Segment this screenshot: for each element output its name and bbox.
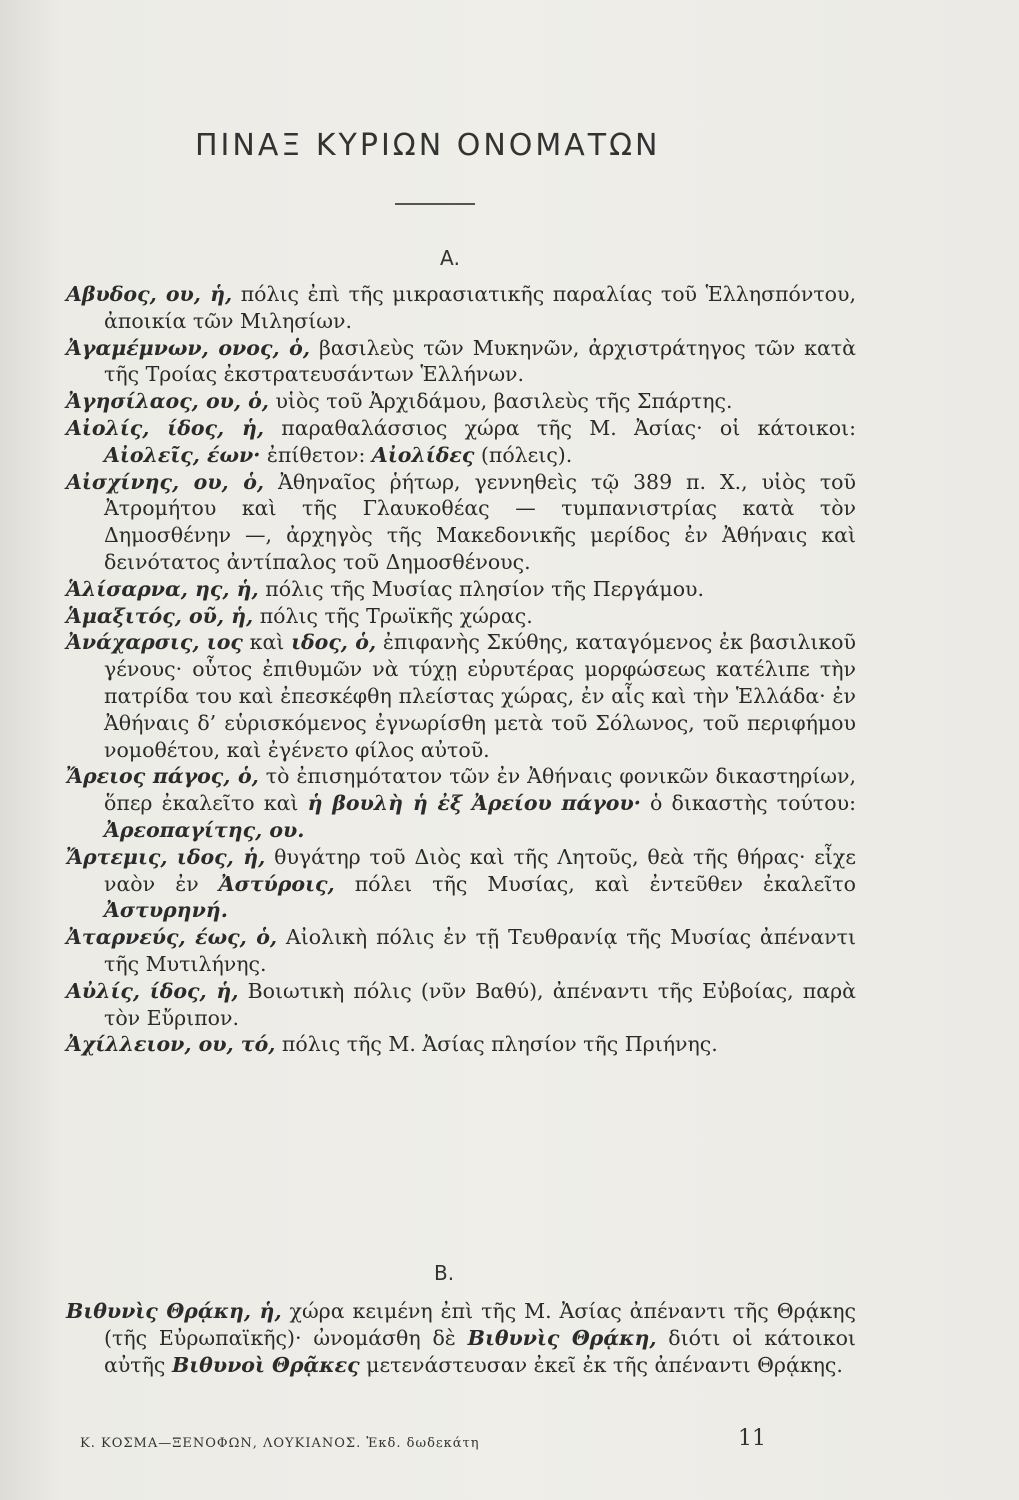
entry-text: τὸ ἐπισημότατον τῶν ἐν Ἀθήναις φονικῶν δικαστηρίων, ὅπερ ἐκαλεῖτο καὶ — [104, 764, 856, 816]
entry-text: πόλις τῆς Μυσίας πλησίον τῆς Περγάμου. — [258, 576, 705, 601]
entry-text: πόλις ἐπὶ τῆς μικρασιατικῆς παραλίας τοῦ Ἑλλησπόντου, ἀποικία τῶν Μιλησίων. — [104, 282, 856, 333]
entry-text: διότι οἱ κάτοικοι αὐτῆς — [104, 1325, 856, 1377]
entry-italic: Αἰολίδες — [371, 442, 475, 467]
entry-text: (πόλεις). — [474, 442, 573, 467]
index-entry — [66, 629, 856, 763]
index-entry — [66, 603, 856, 630]
title-rule — [395, 203, 475, 205]
entry-text: παραθαλάσσιος χώρα τῆς Μ. Ἀσίας· οἱ κάτοικοι: — [264, 415, 856, 440]
index-entry — [66, 1298, 856, 1378]
entry-italic: ἡ βουλὴ ἡ ἐξ Ἀρείου πάγου· — [307, 791, 641, 816]
entry-text: Ἀθηναῖος ῥήτωρ, γεννηθεὶς τῷ 389 π. Χ., υἱὸς τοῦ Ἀτρομήτου καὶ τῆς Γλαυκοθέας — τυμπανιστρίας κατὰ τὸν Δημοσθένην —, ἀρχηγὸς τῆς Μακεδονικῆς μερίδος ἐν Ἀθήναις καὶ δεινότατος ἀντίπαλος τοῦ Δημοσθένους. — [104, 469, 856, 574]
entry-headword: Ἀχίλλειον, ου, τό, — [66, 1032, 276, 1057]
entry-headword: Ἁλίσαρνα, ης, ἡ, — [66, 576, 259, 601]
page-footer: Κ. ΚΟΣΜΑ—ΞΕΝΟΦΩΝ, ΛΟΥΚΙΑΝΟΣ. Ἐκδ. δωδεκάτη — [80, 1436, 480, 1451]
index-entry — [66, 576, 856, 603]
index-entry — [66, 763, 856, 843]
entry-text: ἐπίθετον: — [260, 442, 372, 467]
index-entry — [66, 1031, 856, 1058]
section-a-entries — [66, 281, 856, 1058]
entry-headword: Ἀταρνεύς, έως, ὁ, — [66, 925, 278, 950]
entry-text: καὶ — [242, 630, 292, 655]
section-b-entries — [66, 1298, 856, 1378]
index-entry — [66, 844, 856, 924]
entry-headword: Αὐλίς, ίδος, ἡ, — [66, 978, 239, 1003]
index-entry — [66, 335, 856, 389]
page-title: ΠΙΝΑΞ ΚΥΡΙΩΝ ΟΝΟΜΑΤΩΝ — [195, 128, 661, 163]
entry-headword: Ἁμαξιτός, οῦ, ἡ, — [66, 603, 254, 628]
entry-italic: ιδος, ὁ, — [291, 630, 377, 655]
index-entry — [66, 281, 856, 335]
index-entry — [66, 924, 856, 978]
entry-text: Βοιωτικὴ πόλις (νῦν Βαθύ), ἀπέναντι τῆς Εὐβοίας, παρὰ τὸν Εὔριπον. — [104, 978, 856, 1030]
section-letter-b: Β. — [434, 1261, 455, 1285]
entry-text: βασιλεὺς τῶν Μυκηνῶν, ἀρχιστράτηγος τῶν κατὰ τῆς Τροίας ἐκστρατευσάντων Ἑλλήνων. — [104, 335, 856, 387]
entry-headword: Ἀγαμέμνων, ονος, ὁ, — [66, 335, 310, 360]
entry-headword: Αἰσχίνης, ου, ὁ, — [66, 469, 265, 494]
entry-text: υἱὸς τοῦ Ἀρχιδάμου, βασιλεὺς τῆς Σπάρτης. — [268, 389, 733, 414]
entry-text: πόλις τῆς Τρωϊκῆς χώρας. — [253, 603, 533, 628]
entry-italic: Ἀστύροις, — [218, 871, 335, 896]
entry-italic: Ἀρεοπαγίτης, ου. — [104, 817, 305, 842]
entry-headword: Ἄρειος πάγος, ὁ, — [66, 764, 259, 789]
entry-italic: Αἰολεῖς, έων· — [104, 442, 261, 467]
entry-text: θυγάτηρ τοῦ Διὸς καὶ τῆς Λητοῦς, θεὰ τῆς θήρας· εἶχε ναὸν ἐν — [104, 844, 856, 896]
entry-headword: Αἰολίς, ίδος, ἡ, — [66, 415, 265, 440]
page-number: 11 — [738, 1426, 766, 1451]
entry-text: πόλις τῆς Μ. Ἀσίας πλησίον τῆς Πριήνης. — [275, 1032, 718, 1057]
entry-headword: Ἀνάχαρσις, ιος — [66, 630, 243, 655]
entry-text: χώρα κειμένη ἐπὶ τῆς Μ. Ἀσίας ἀπέναντι τῆς Θρᾴκης (τῆς Εὐρωπαϊκῆς)· ὠνομάσθη δὲ — [104, 1299, 856, 1350]
entry-text: Αἰολικὴ πόλις ἐν τῇ Τευθρανίᾳ τῆς Μυσίας ἀπέναντι τῆς Μυτιλήνης. — [104, 925, 857, 976]
section-letter-a: Α. — [440, 246, 461, 270]
entry-italic: Ἀστυρηνή. — [104, 898, 228, 923]
entry-text: ἐπιφανὴς Σκύθης, καταγόμενος ἐκ βασιλικοῦ γένους· οὗτος ἐπιθυμῶν νὰ τύχῃ εὐρυτέρας μορφώσεως κατέλιπε τὴν πατρίδα του καὶ ἐπεσκέφθη πλείστας χώρας, ἐν αἷς καὶ τὴν Ἑλλάδα· ἐν Ἀθήναις δ’ εὑρισκόμενος ἐγνωρίσθη μετὰ τοῦ Σόλωνος, τοῦ περιφήμου νομοθέτου, καὶ ἐγένετο φίλος αὐτοῦ. — [104, 630, 856, 762]
index-entry — [66, 388, 856, 415]
index-entry — [66, 978, 856, 1032]
entry-headword: Αβυδος, ου, ἡ, — [66, 282, 233, 306]
index-entry — [66, 469, 856, 576]
entry-headword: Ἀγησίλαος, ου, ὁ, — [66, 389, 269, 414]
index-entry — [66, 415, 856, 469]
entry-text: ὁ δικαστὴς τούτου: — [640, 791, 856, 816]
entry-text: μετενάστευσαν ἐκεῖ ἐκ τῆς ἀπέναντι Θρᾴκης. — [359, 1352, 843, 1377]
entry-headword: Ἄρτεμις, ιδος, ἡ, — [66, 844, 266, 869]
entry-italic: Βιθυνοὶ Θρᾷκες — [171, 1352, 360, 1377]
entry-italic: Βιθυνὶς Θρᾴκη, — [467, 1325, 657, 1350]
entry-text: πόλει τῆς Μυσίας, καὶ ἐντεῦθεν ἐκαλεῖτο — [334, 871, 856, 896]
entry-headword: Βιθυνὶς Θρᾴκη, ἡ, — [66, 1299, 282, 1323]
